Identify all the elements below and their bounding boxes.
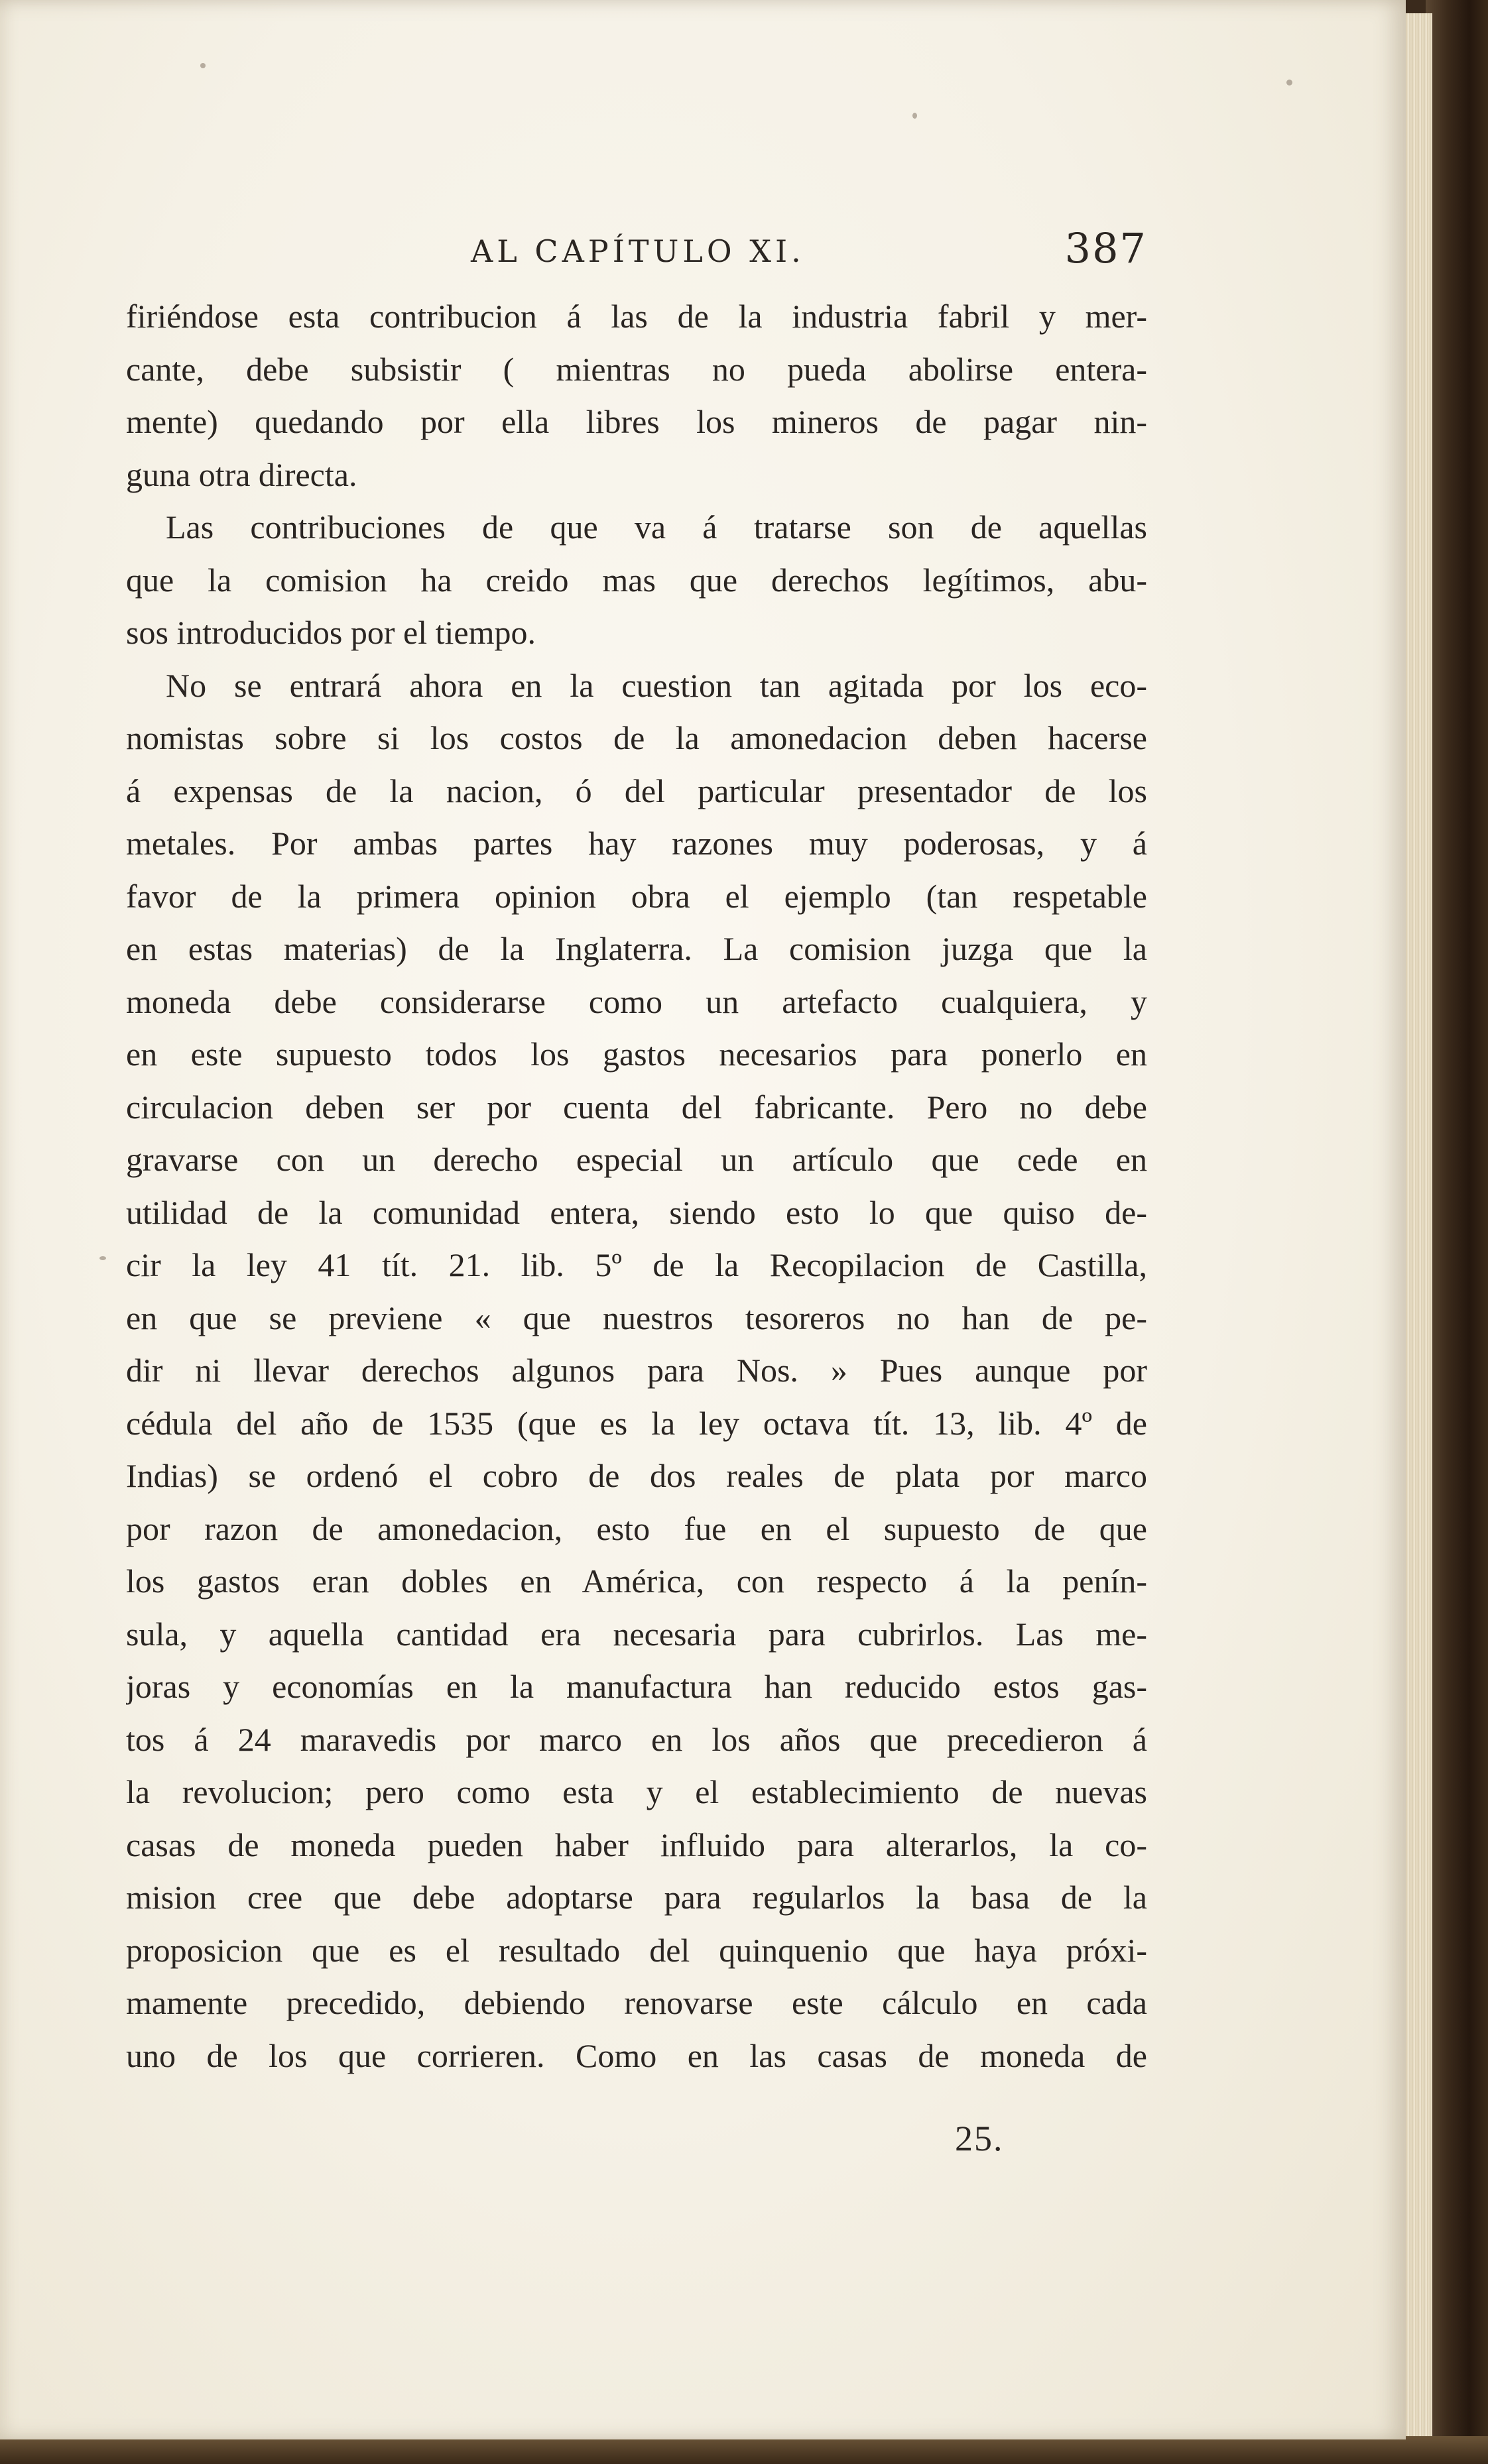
text-line: favor de la primera opinion obra el ejemplo (tan respetable xyxy=(126,877,1147,915)
text-line: guna otra directa. xyxy=(126,455,357,493)
text-line: por razon de amonedacion, esto fue en el supuesto de que xyxy=(126,1509,1147,1547)
text-line: utilidad de la comunidad entera, siendo esto lo que quiso de- xyxy=(126,1193,1147,1231)
text-line: uno de los que corrieren. Como en las casas de moneda de xyxy=(126,2036,1147,2074)
text-line: cédula del año de 1535 (que es la ley octava tít. 13, lib. 4º de xyxy=(126,1404,1147,1442)
text-line: á expensas de la nacion, ó del particular presentador de los xyxy=(126,772,1147,809)
text-line: tos á 24 maravedis por marco en los años que precedieron á xyxy=(126,1720,1147,1758)
book-binding xyxy=(1426,0,1488,2464)
text-line: cir la ley 41 tít. 21. lib. 5º de la Recopilacion de Castilla, xyxy=(126,1246,1147,1283)
text-line: en este supuesto todos los gastos necesarios para ponerlo en xyxy=(126,1035,1147,1073)
text-line: Las contribuciones de que va á tratarse son de aquellas xyxy=(166,508,1147,546)
text-line: metales. Por ambas partes hay razones muy poderosas, y á xyxy=(126,825,1147,862)
text-line: dir ni llevar derechos algunos para Nos. » Pues aunque por xyxy=(126,1352,1147,1389)
text-line: mamente precedido, debiendo renovarse este cálculo en cada xyxy=(126,1984,1147,2021)
page-number: 387 xyxy=(1064,224,1147,272)
text-line: mente) quedando por ella libres los mineros de pagar nin- xyxy=(126,403,1147,440)
text-line: proposicion que es el resultado del quinquenio que haya próxi- xyxy=(126,1931,1147,1969)
text-line: cante, debe subsistir ( mientras no pueda abolirse entera- xyxy=(126,350,1147,388)
book-cover-edge xyxy=(0,2436,1488,2464)
text-line: en que se previene « que nuestros tesoreros no han de pe- xyxy=(126,1299,1147,1336)
text-line: moneda debe considerarse como un artefacto cualquiera, y xyxy=(126,982,1147,1020)
signature-mark: 25. xyxy=(955,2119,1004,2158)
text-line: la revolucion; pero como esta y el establecimiento de nuevas xyxy=(126,1773,1147,1810)
text-line: gravarse con un derecho especial un artículo que cede en xyxy=(126,1141,1147,1178)
running-head: AL CAPÍTULO XI. xyxy=(471,233,805,269)
paper-speck xyxy=(1286,80,1292,86)
paper-speck xyxy=(99,1256,106,1260)
text-line: nomistas sobre si los costos de la amonedacion deben hacerse xyxy=(126,719,1147,756)
body-text xyxy=(126,290,1147,2082)
text-line: No se entrará ahora en la cuestion tan agitada por los eco- xyxy=(166,666,1147,704)
text-line: Indias) se ordenó el cobro de dos reales de plata por marco xyxy=(126,1457,1147,1494)
text-line: sula, y aquella cantidad era necesaria para cubrirlos. Las me- xyxy=(126,1615,1147,1653)
text-line: firiéndose esta contribucion á las de la industria fabril y mer- xyxy=(126,298,1147,335)
text-line: que la comision ha creido mas que derechos legítimos, abu- xyxy=(126,561,1147,599)
text-line: sos introducidos por el tiempo. xyxy=(126,614,536,651)
text-line: circulacion deben ser por cuenta del fabricante. Pero no debe xyxy=(126,1088,1147,1126)
paper-speck xyxy=(200,63,206,68)
text-line: los gastos eran dobles en América, con respecto á la penín- xyxy=(126,1562,1147,1600)
text-line: joras y economías en la manufactura han reducido estos gas- xyxy=(126,1668,1147,1705)
text-line: en estas materias) de la Inglaterra. La comision juzga que la xyxy=(126,930,1147,967)
page-header xyxy=(126,219,1147,285)
paper-speck xyxy=(912,113,917,119)
text-line: casas de moneda pueden haber influido para alterarlos, la co- xyxy=(126,1826,1147,1863)
text-line: mision cree que debe adoptarse para regularlos la basa de la xyxy=(126,1879,1147,1916)
